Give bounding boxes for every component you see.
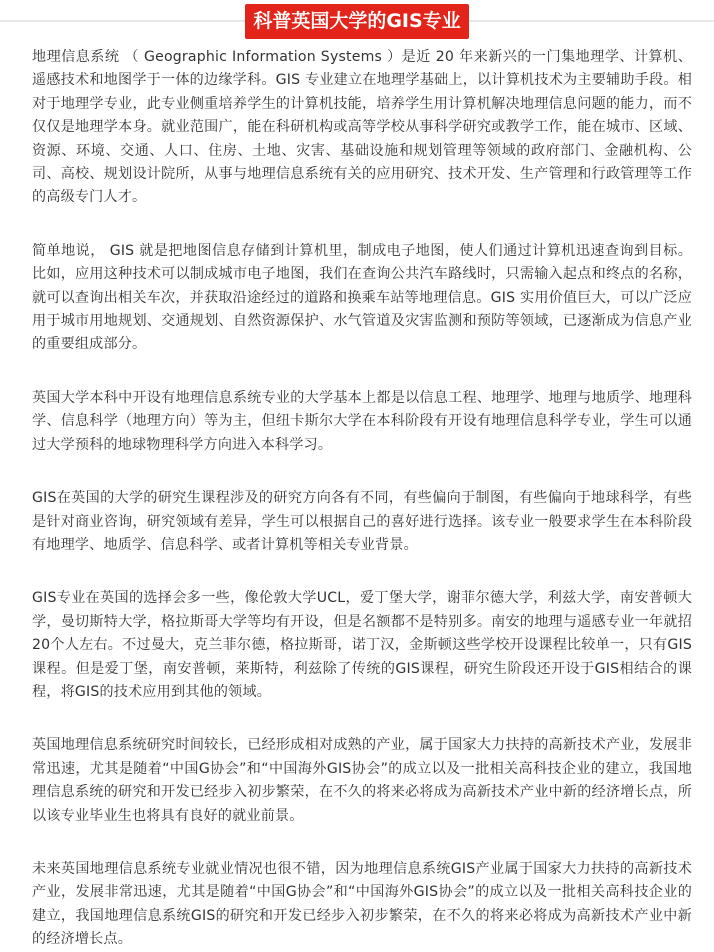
article-title: 科普英国大学的GIS专业: [245, 4, 469, 39]
paragraph-industry: 英国地理信息系统研究时间较长，已经形成相对成熟的产业，属于国家大力扶持的高新技术产业，发展非常迅速，尤其是随着“中国G协会”和“中国海外GIS协会”的成立以及一批相关高科技企业的建立，我国地理信息系统的研究和开发已经步入初步繁荣，在不久的将来必将成为高新技术产业中新的经济增长点，所以该专业毕业生也将具有良好的就业前景。: [32, 737, 692, 824]
title-banner: [0, 0, 714, 44]
article-body: [32, 46, 692, 952]
paragraph-universities: GIS专业在英国的选择会多一些，像伦敦大学UCL，爱丁堡大学，谢菲尔德大学，利兹大学，南安普顿大学，曼切斯特大学，格拉斯哥大学等均有开设，但是名额都不是特别多。南安的地理与遥感专业一年就招20个人左右。不过曼大，克兰菲尔德，格拉斯哥，诺丁汉，金斯顿这些学校开设课程比较单一，只有GIS课程。但是爱丁堡，南安普顿，莱斯特，利兹除了传统的GIS课程，研究生阶段还开设于GIS相结合的课程，将GIS的技术应用到其他的领域。: [32, 590, 692, 700]
paragraph-intro: 地理信息系统 （ Geographic Information Systems ）是近 20 年来新兴的一门集地理学、计算机、遥感技术和地图学于一体的边缘学科。GIS 专业建立在地理学基础上，以计算机技术为主要辅助手段。相对于地理学专业，此专业侧重培养学生的计算机技能，培养学生用计算机解决地理信息问题的能力，而不仅仅是地理学本身。就业范围广，能在科研机构或高等学校从事科学研究或教学工作，能在城市、区域、资源、环境、交通、人口、住房、土地、灾害、基础设施和规划管理等领域的政府部门、金融机构、公司、高校、规划设计院所，从事与地理信息系统有关的应用研究、技术开发、生产管理和行政管理等工作的高级专门人才。: [32, 49, 692, 206]
paragraph-postgraduate: GIS在英国的大学的研究生课程涉及的研究方向各有不同，有些偏向于制图，有些偏向于地球科学，有些是针对商业咨询，研究领域有差异，学生可以根据自己的喜好进行选择。该专业一般要求学生在本科阶段有地理学、地质学、信息科学、或者计算机等相关专业背景。: [32, 490, 692, 553]
paragraph-gis-simple: 简单地说， GIS 就是把地图信息存储到计算机里，制成电子地图，使人们通过计算机迅速查询到目标。比如，应用这种技术可以制成城市电子地图，我们在查询公共汽车路线时，只需输入起点和终点的名称，就可以查询出相关车次，并获取沿途经过的道路和换乘车站等地理信息。GIS 实用价值巨大，可以广泛应用于城市用地规划、交通规划、自然资源保护、水气管道及灾害监测和预防等领域，已逐渐成为信息产业的重要组成部分。: [32, 242, 692, 353]
paragraph-undergraduate: 英国大学本科中开设有地理信息系统专业的大学基本上都是以信息工程、地理学、地理与地质学、地理科学、信息科学（地理方向）等为主，但纽卡斯尔大学在本科阶段有开设有地理信息科学专业，学生可以通过大学预科的地球物理科学方向进入本科学习。: [32, 389, 692, 453]
paragraph-employment: 未来英国地理信息系统专业就业情况也很不错，因为地理信息系统GIS产业属于国家大力扶持的高新技术产业，发展非常迅速，尤其是随着“中国G协会”和“中国海外GIS协会”的成立以及一批相关高科技企业的建立，我国地理信息系统GIS的研究和开发已经步入初步繁荣，在不久的将来必将成为高新技术产业中新的经济增长点。: [32, 860, 692, 948]
